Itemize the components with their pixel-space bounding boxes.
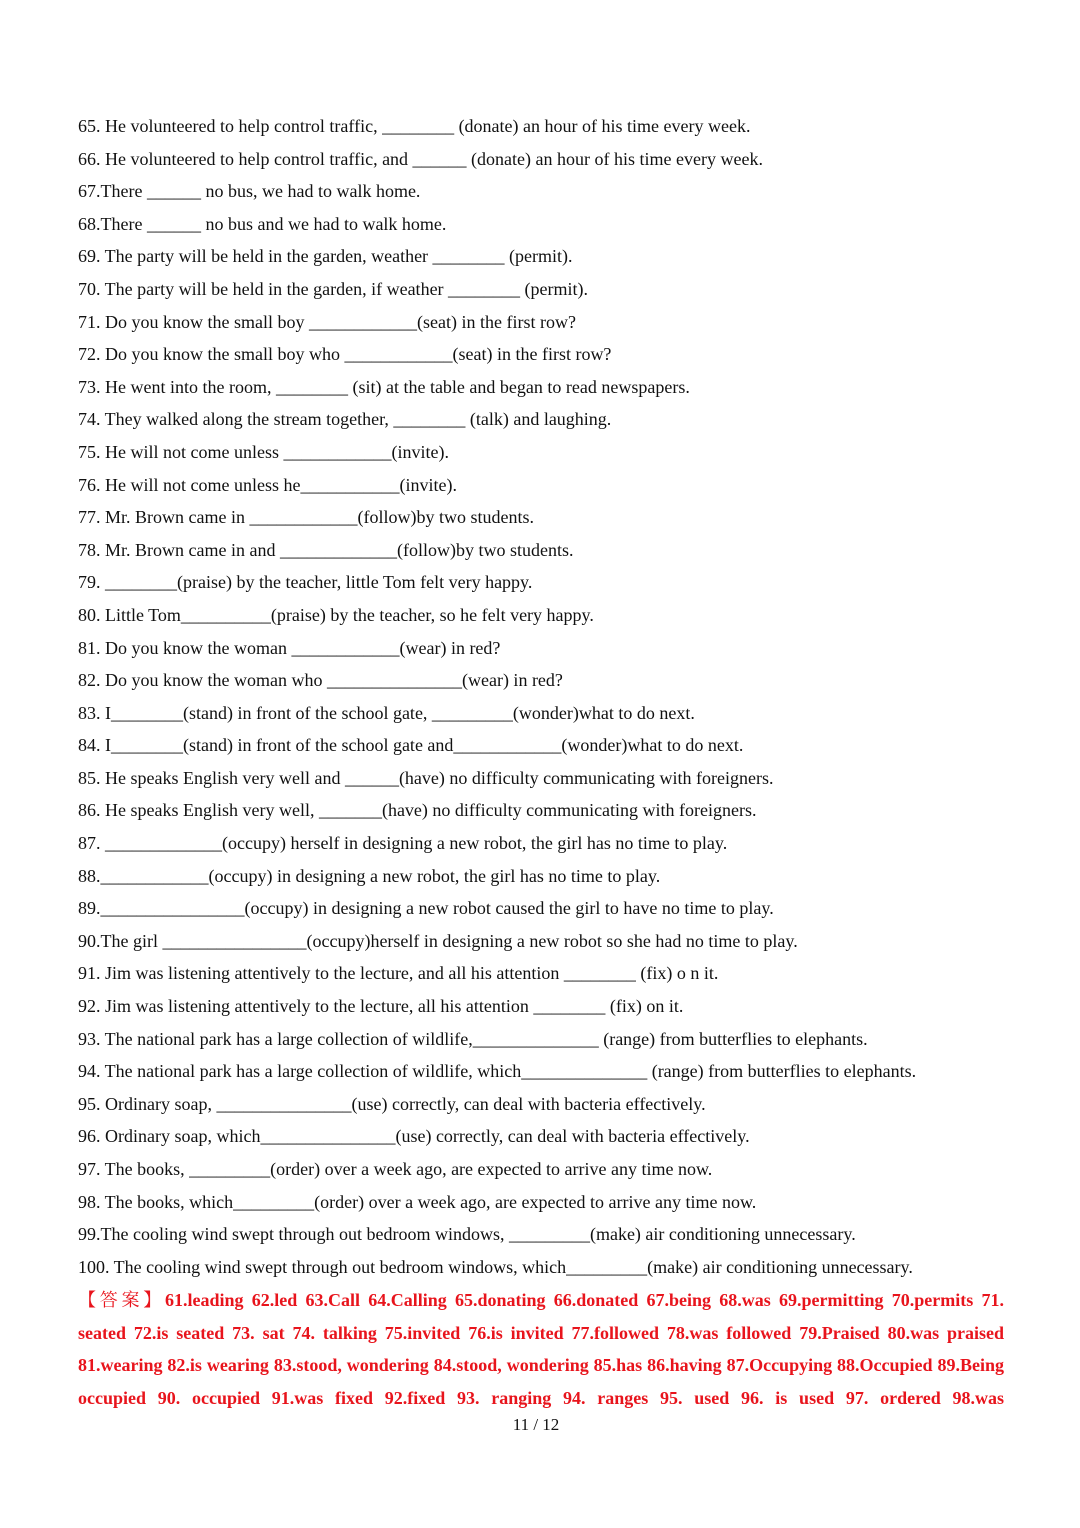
exercise-item: 81. Do you know the woman ____________(wear) in red?	[78, 637, 501, 658]
exercise-item: 76. He will not come unless he___________(invite).	[78, 474, 457, 495]
exercise-item: 70. The party will be held in the garden, if weather ________ (permit).	[78, 278, 589, 299]
exercise-item: 69. The party will be held in the garden, weather ________ (permit).	[78, 246, 573, 267]
exercise-item: 95. Ordinary soap, _______________(use) correctly, can deal with bacteria effectively.	[78, 1093, 706, 1114]
exercise-item: 100. The cooling wind swept through out bedroom windows, which_________(make) air conditioning unnecessary.	[78, 1256, 913, 1277]
exercise-item: 90.The girl ________________(occupy)herself in designing a new robot so she had no time to play.	[78, 930, 798, 951]
answer-key	[78, 1284, 1004, 1414]
exercise-item: 73. He went into the room, ________ (sit) at the table and began to read newspapers.	[78, 376, 690, 397]
exercise-item: 79. ________(praise) by the teacher, little Tom felt very happy.	[78, 572, 533, 593]
answer-label: 【答案】	[78, 1290, 165, 1310]
exercise-item: 94. The national park has a large collection of wildlife, which______________ (range) from butterflies to elephants.	[78, 1061, 917, 1082]
exercise-item: 78. Mr. Brown came in and _____________(follow)by two students.	[78, 539, 574, 560]
exercise-item: 89.________________(occupy) in designing a new robot caused the girl to have no time to play.	[78, 898, 774, 919]
exercise-item: 67.There ______ no bus, we had to walk home.	[78, 181, 421, 202]
exercise-item: 84. I________(stand) in front of the school gate and____________(wonder)what to do next.	[78, 735, 744, 756]
exercise-item: 86. He speaks English very well, _______(have) no difficulty communicating with foreigners.	[78, 800, 757, 821]
exercise-item: 66. He volunteered to help control traffic, and ______ (donate) an hour of his time every week.	[78, 148, 763, 169]
exercise-item: 93. The national park has a large collection of wildlife,______________ (range) from butterflies to elephants.	[78, 1028, 868, 1049]
page-number: 11 / 12	[512, 1415, 560, 1434]
exercise-item: 80. Little Tom__________(praise) by the teacher, so he felt very happy.	[78, 604, 594, 625]
exercise-item: 88.____________(occupy) in designing a new robot, the girl has no time to play.	[78, 865, 661, 886]
exercise-item: 91. Jim was listening attentively to the lecture, and all his attention ________ (fix) o n it.	[78, 963, 719, 984]
exercise-item: 71. Do you know the small boy ____________(seat) in the first row?	[78, 311, 576, 332]
exercise-item: 99.The cooling wind swept through out bedroom windows, _________(make) air conditioning unnecessary.	[78, 1224, 856, 1245]
exercise-item: 74. They walked along the stream together, ________ (talk) and laughing.	[78, 409, 612, 430]
exercise-item: 68.There ______ no bus and we had to walk home.	[78, 213, 447, 234]
exercise-item: 82. Do you know the woman who _______________(wear) in red?	[78, 670, 563, 691]
exercise-item: 97. The books, _________(order) over a week ago, are expected to arrive any time now.	[78, 1159, 713, 1179]
exercise-item: 75. He will not come unless ____________(invite).	[78, 441, 449, 462]
exercise-item: 87. _____________(occupy) herself in designing a new robot, the girl has no time to play.	[78, 833, 728, 854]
exercise-item: 72. Do you know the small boy who ____________(seat) in the first row?	[78, 344, 612, 365]
answer-text: 61.leading 62.led 63.Call 64.Calling 65.donating 66.donated 67.being 68.was 69.permitting 70.permits 71. seated 72.is seated 73. sat 74. talking 75.invited 76.is invited 77.followed 78.was followed 79.Praised 80.was praised 81.wearing 82.is wearing 83.stood, wondering 84.stood, wondering 85.has 86.having 87.Occupying 88.Occupied 89.Being occupied 90. occupied 91.was fixed 92.fixed 93. ranging 94. ranges 95. used 96. is used 97. ordered 98.was	[78, 1290, 1004, 1408]
exercise-item: 83. I________(stand) in front of the school gate, _________(wonder)what to do next.	[78, 702, 695, 723]
exercise-item: 85. He speaks English very well and ______(have) no difficulty communicating with foreigners.	[78, 767, 774, 788]
exercise-item: 92. Jim was listening attentively to the lecture, all his attention ________ (fix) on it.	[78, 996, 684, 1017]
exercise-item: 65. He volunteered to help control traffic, ________ (donate) an hour of his time every week.	[78, 116, 751, 136]
exercise-item: 77. Mr. Brown came in ____________(follow)by two students.	[78, 507, 534, 528]
exercise-list	[78, 110, 1038, 1283]
exercise-item: 96. Ordinary soap, which_______________(use) correctly, can deal with bacteria effectively.	[78, 1126, 750, 1147]
exercise-item: 98. The books, which_________(order) over a week ago, are expected to arrive any time now.	[78, 1191, 757, 1212]
